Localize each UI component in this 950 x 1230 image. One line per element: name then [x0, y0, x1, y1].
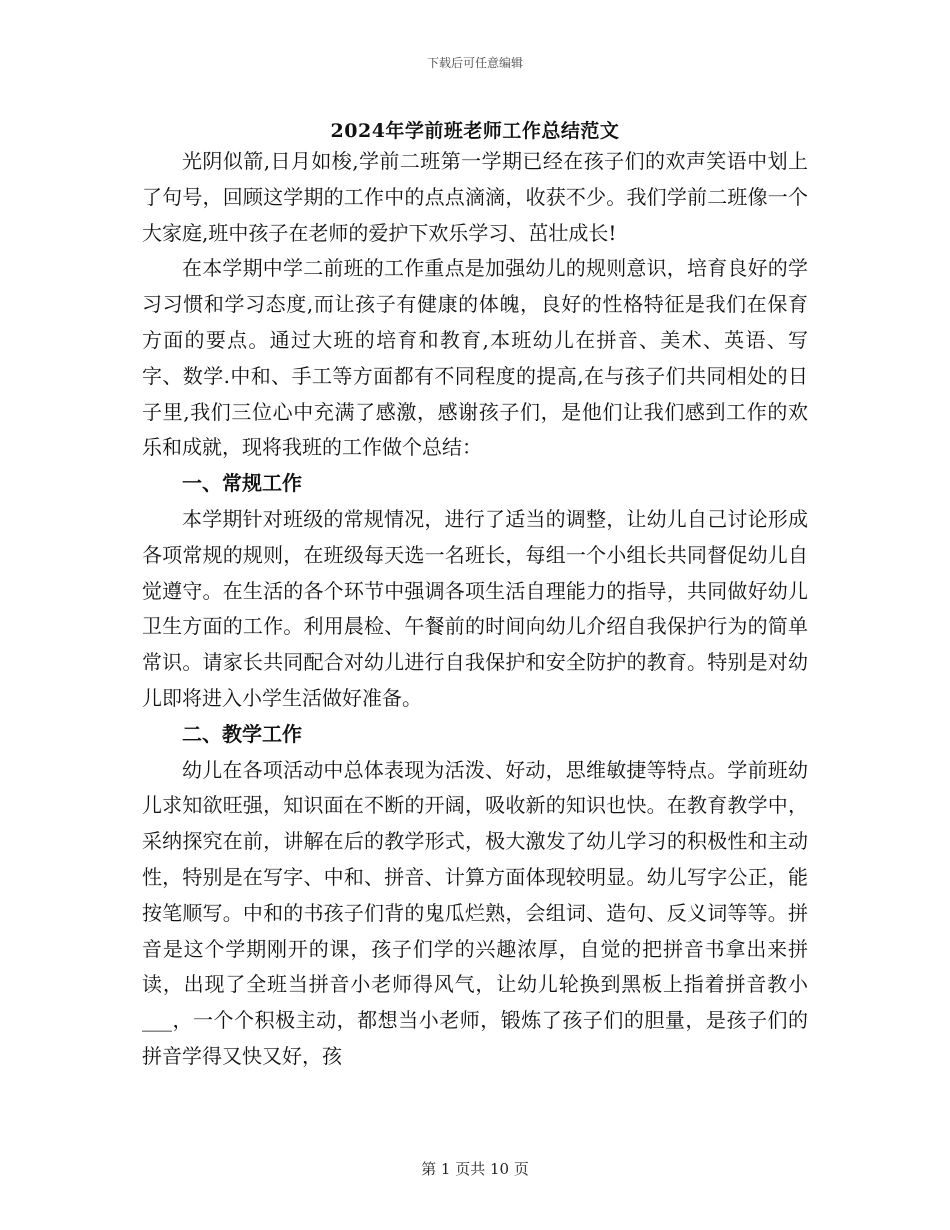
section-heading-teaching: 二、教学工作 [182, 721, 302, 746]
section-heading-routine: 一、常规工作 [182, 471, 302, 496]
document-body [142, 144, 808, 1075]
page-header: 下载后可任意编辑 [426, 56, 523, 70]
paragraph-overview: 在本学期中学二前班的工作重点是加强幼儿的规则意识，培育良好的学习习惯和学习态度,而让孩子有健康的体魄，良好的性格特征是我们在保育方面的要点。通过大班的培育和教育,本班幼儿在拼音、美术、英语、写字、数学.中和、手工等方面都有不同程度的提高,在与孩子们共同相处的日子里,我们三位心中充满了感激，感谢孩子们，是他们让我们感到工作的欢乐和成就，现将我班的工作做个总结： [142, 256, 808, 460]
page-footer: 第 1 页共 10 页 [421, 1160, 529, 1178]
paragraph-routine: 本学期针对班级的常规情况，进行了适当的调整，让幼儿自己讨论形成各项常规的规则，在班级每天选一名班长，每组一个小组长共同督促幼儿自觉遵守。在生活的各个环节中强调各项生活自理能力的指导，共同做好幼儿卫生方面的工作。利用晨检、午餐前的时间向幼儿介绍自我保护行为的简单常识。请家长共同配合对幼儿进行自我保护和安全防护的教育。特别是对幼儿即将进入小学生活做好准备。 [142, 506, 808, 710]
paragraph-intro: 光阴似箭,日月如梭,学前二班第一学期已经在孩子们的欢声笑语中划上了句号，回顾这学期的工作中的点点滴滴，收获不少。我们学前二班像一个大家庭,班中孩子在老师的爱护下欢乐学习、茁壮成长! [142, 149, 808, 245]
document-title: 2024年学前班老师工作总结范文 [330, 120, 620, 142]
paragraph-teaching: 幼儿在各项活动中总体表现为活泼、好动，思维敏捷等特点。学前班幼儿求知欲旺强，知识面在不断的开阔，吸收新的知识也快。在教育教学中，采纳探究在前，讲解在后的教学形式，极大激发了幼儿学习的积极性和主动性，特别是在写字、中和、拼音、计算方面体现较明显。幼儿写字公正，能按笔顺写。中和的书孩子们背的鬼瓜烂熟，会组词、造句、反义词等等。拼音是这个学期刚开的课，孩子们学的兴趣浓厚，自觉的把拼音书拿出来拼读，出现了全班当拼音小老师得风气，让幼儿轮换到黑板上指着拼音教小___，一个个积极主动，都想当小老师，锻炼了孩子们的胆量，是孩子们的拼音学得又快又好，孩 [142, 757, 808, 1068]
